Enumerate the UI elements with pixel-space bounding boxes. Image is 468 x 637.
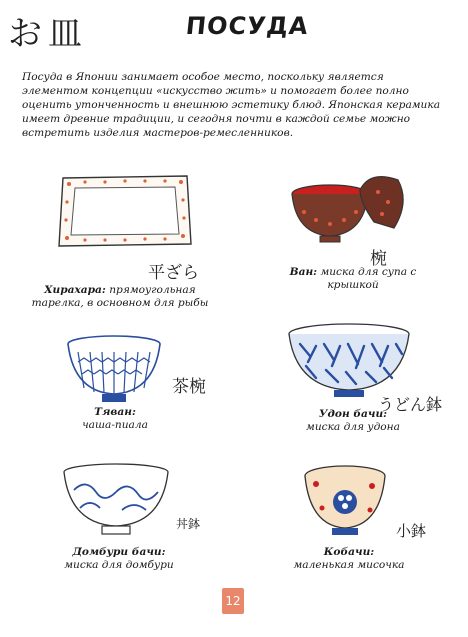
item-wan-jp: 椀 xyxy=(370,249,387,269)
item-chawan-desc: чаша-пиала xyxy=(82,419,148,431)
page-number: 12 xyxy=(222,588,244,614)
item-hirazara-desc: прямоугольная тарелка, в основном для рыбы xyxy=(31,284,209,309)
item-udon-caption xyxy=(288,408,418,434)
page-title: ПОСУДА xyxy=(184,12,311,40)
item-wan-caption xyxy=(288,266,418,292)
item-donburi-name: Домбури бачи: xyxy=(72,546,166,558)
item-udon-desc: миска для удона xyxy=(306,421,400,433)
donburi-bowl-illustration xyxy=(60,462,172,540)
item-donburi-jp: 丼鉢 xyxy=(176,517,201,531)
item-kobachi-caption xyxy=(284,546,414,572)
hirazara-plate-illustration xyxy=(55,172,195,250)
item-donburi-caption xyxy=(44,546,194,572)
intro-paragraph: Посуда в Японии занимает особое место, поскольку является элементом концепции «искусство жить» и помогает более полно оценить утонченность и внешнюю эстетику блюд. Японская керамика имеет древние традиции, и сегодня почти в каждой семье можно встретить изделия мастеров-ремесленников. xyxy=(22,71,441,139)
item-donburi-desc: миска для домбури xyxy=(64,559,174,571)
kobachi-bowl-illustration xyxy=(302,464,388,540)
item-udon-jp: うどん鉢 xyxy=(378,395,443,414)
chawan-bowl-illustration xyxy=(64,334,164,408)
item-chawan-jp: 茶椀 xyxy=(172,377,206,397)
item-chawan-name: Тяван: xyxy=(94,406,136,418)
item-hirazara-name: Хирахара: xyxy=(44,284,106,296)
item-hirazara-caption xyxy=(30,284,210,310)
item-udon-name: Удон бачи: xyxy=(318,408,388,420)
item-wan-name: Ван: xyxy=(289,266,318,278)
item-wan-desc: миска для супа с крышкой xyxy=(320,266,417,291)
item-kobachi-jp: 小鉢 xyxy=(396,522,427,540)
item-kobachi-desc: маленькая мисочка xyxy=(293,559,405,571)
item-hirazara-jp: 平ざら xyxy=(148,263,199,283)
wan-bowl-illustration xyxy=(290,172,410,254)
item-chawan-caption xyxy=(50,406,180,432)
japanese-heading: お皿 xyxy=(8,14,88,54)
item-kobachi-name: Кобачи: xyxy=(323,546,375,558)
udon-bowl-illustration xyxy=(286,322,412,402)
